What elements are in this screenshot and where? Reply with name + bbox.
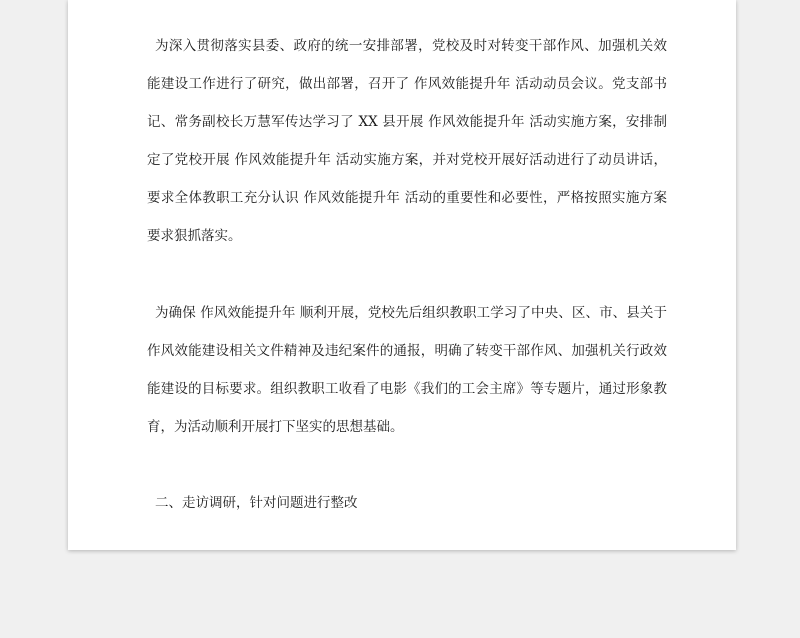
paragraph-1: 为深入贯彻落实县委、政府的统一安排部署，党校及时对转变干部作风、加强机关效能建设工作进行了研究，做出部署，召开了 作风效能提升年 活动动员会议。党支部书记、常务副校长万慧军传达学习了 XX 县开展 作风效能提升年 活动实施方案，安排制定了党校开展 作风效能提升年 活动实施方案，并对党校开展好活动进行了动员讲话，要求全体教职工充分认识 作风效能提升年 活动的重要性和必要性，严格按照实施方案要求狠抓落实。 [147,38,667,244]
document-page [68,0,736,550]
section-heading: 二、走访调研，针对问题进行整改 [155,495,358,511]
paragraph-2: 为确保 作风效能提升年 顺利开展，党校先后组织教职工学习了中央、区、市、县关于作风效能建设相关文件精神及违纪案件的通报，明确了转变干部作风、加强机关行政效能建设的目标要求。组织教职工收看了电影《我们的工会主席》等专题片，通过形象教育，为活动顺利开展打下坚实的思想基础。 [147,305,667,435]
